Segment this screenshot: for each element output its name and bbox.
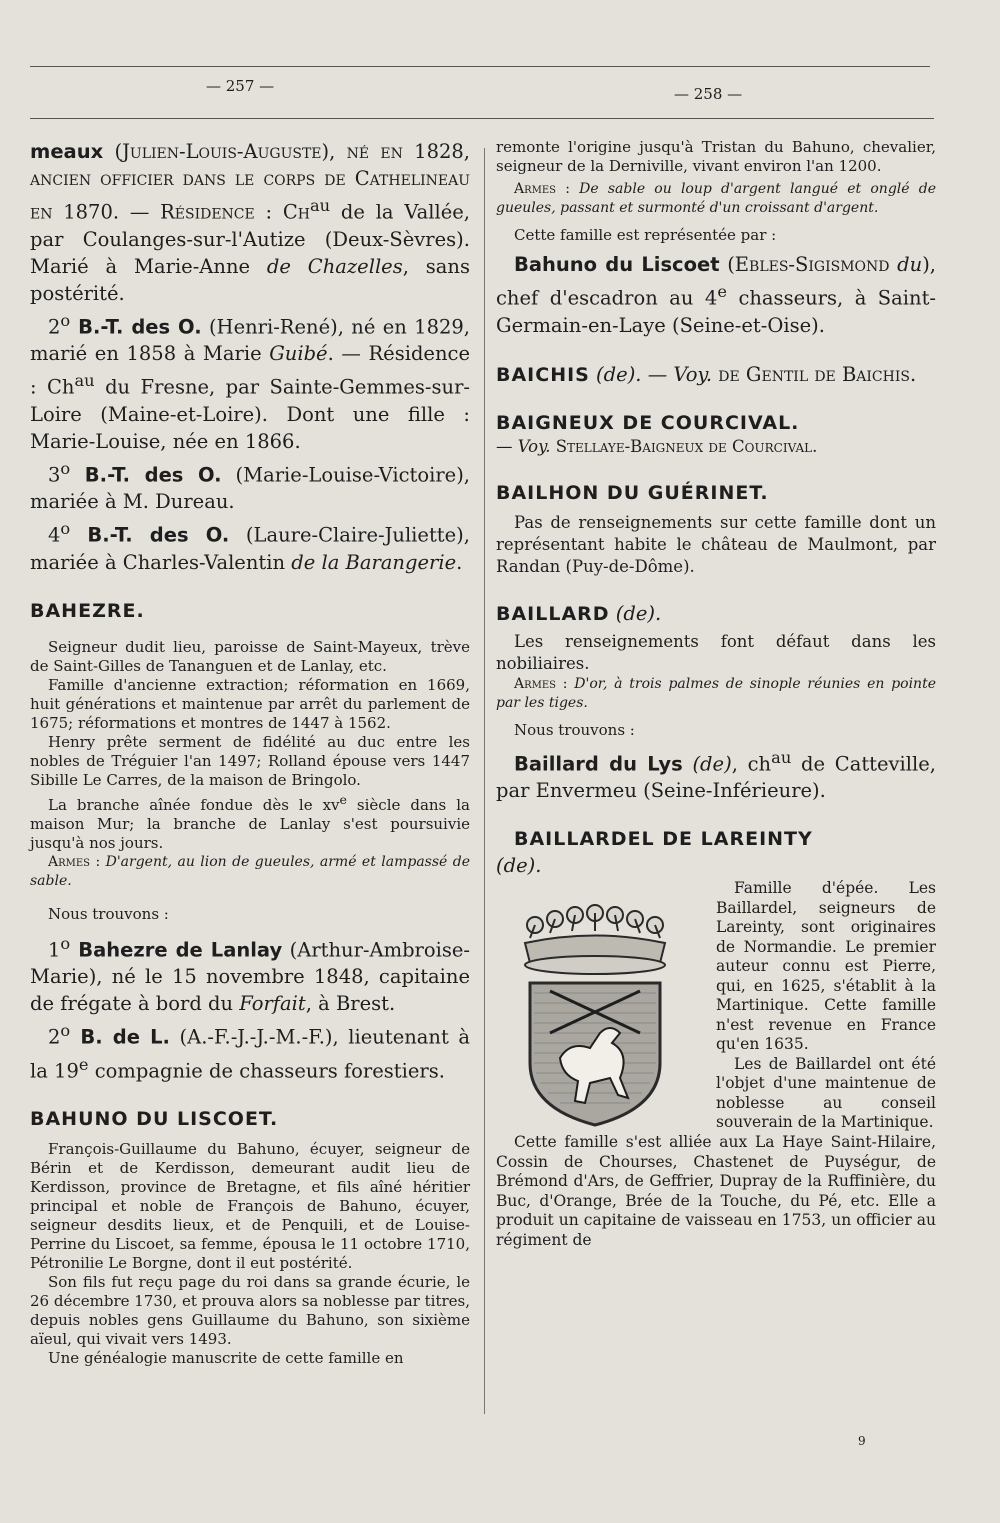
entry-name: B. de L. [70,1025,170,1049]
spacer [30,1132,470,1140]
entry-italic: — Voy. [496,436,551,456]
heading-bailhon: BAILHON DU GUÉRINET. [496,481,769,504]
entry-name: B.-T. des O. [70,315,202,338]
entry-text: , à Brest. [305,992,396,1015]
header-rule [30,118,934,119]
entry-text: chasseurs, à Saint-Germain-en-Laye (Seine-et-Oise). [496,286,937,337]
coat-of-arms [490,883,710,1133]
superscript: e [78,1054,89,1074]
entry-text: (Arthur-Ambroise-Marie), né le 15 novembre 1848, capitaine de frégate à bord du [30,938,470,1015]
spacer [496,713,936,721]
entry-text: (Julien-Louis-Auguste), né en 1828, ancien officier dans le corps de Cathelineau en 1870. — Résidence : Ch [30,140,470,224]
entry-italic: — Voy. [641,362,713,386]
armes-label: Armes : [514,181,580,197]
entry-baichis [496,361,936,388]
entry-bahezre-2 [30,1017,470,1084]
entry-italic: du [897,253,923,276]
bahuno-representee: Cette famille est représentée par : [514,226,777,244]
entry-liscoet [496,251,936,339]
page-number-right: — 258 — [674,85,743,103]
baillard-nous-trouvons: Nous trouvons : [514,720,635,739]
heading-bahuno: BAHUNO DU LISCOET. [30,1108,279,1130]
entry-name: B.-T. des O. [70,523,230,547]
bahezre-paragraph-3: Henry prête serment de fidélité au duc entre les nobles de Tréguier l'an 1497; Rolland épouse vers 1447 Sibille Le Carres, de la maison de Bringolo. [30,732,470,789]
spacer [496,804,936,826]
baillardel-paragraph-1: Famille d'épée. Les Baillardel, seigneurs de Lareinty, sont originaires de Normandie. Le premier auteur connu est Pierre, qui, en 1625, s'établit à la Martinique. Cette famille n'est revenue en France qu'en 1635. [716,879,936,1053]
entry-italic: (de). [609,601,662,625]
spacer [30,891,470,905]
entry-number: 4 [48,523,61,547]
superscript: e [339,791,347,807]
superscript: au [309,196,331,215]
entry-text: , sans postérité. [30,254,470,305]
entry-italic: Forfait [239,992,306,1015]
baillardel-paragraph-3: Cette famille s'est alliée aux La Haye Saint-Hilaire, Cossin de Chourses, Chastenet de Puységur, de Brémond d'Ars, de Geffrier, Dupray de la Ruffinière, du Buc, d'Orange, Brée de la Touche, du Pé, etc. Elle a produit un capitaine de vaisseau en 1753, un officier au régiment de [496,1133,936,1249]
entry-text: (A.-F.-J.-J.-M.-F.), lieutenant à la 19 [30,1025,470,1082]
entry-text: Stellaye-Baigneux de Courcival. [550,436,818,456]
spacer [496,218,936,226]
entry-name: Bahuno du Liscoet [514,253,720,276]
superscript: o [60,310,71,330]
entry-number: 1 [48,938,61,961]
entry-text: (Henri-René), né en 1829, marié en 1858 à Marie [30,315,470,365]
spacer [496,458,936,480]
top-rule [30,66,930,67]
entry-name: B.-T. des O. [70,463,222,486]
bahuno-paragraph-2: Son fils fut reçu page du roi dans sa grande écurie, le 26 décembre 1730, et prouva alors sa noblesse par titres, depuis nobles gens Guillaume du Bahuno, son sixième aïeul, qui vivait vers 1493. [30,1273,470,1348]
entry-text: (Ebles-Sigismond [719,253,898,276]
superscript: o [60,1021,71,1040]
superscript: o [60,458,71,478]
entry-meaux [30,138,470,307]
heading-baichis: BAICHIS [496,363,590,386]
entry-btdeso-2 [30,307,470,455]
entry-btdeso-4 [30,515,470,576]
heading-bahezre: BAHEZRE. [30,599,145,622]
bahuno-continuation: remonte l'origine jusqu'à Tristan du Bahuno, chevalier, seigneur de la Derniville, vivant environ l'an 1200. [496,138,936,175]
entry-italic: (de) [682,752,732,775]
armes-label: Armes : [514,675,575,692]
entry-text: . — Résidence : Ch [30,342,470,399]
spacer [496,388,936,410]
entry-text: de Catteville, par Envermeu (Seine-Inférieure). [496,752,936,802]
entry-text: de Gentil de Baichis. [712,362,917,386]
bahezre-paragraph-1: Seigneur dudit lieu, paroisse de Saint-Mayeux, trève de Saint-Gilles de Tananguen et de Lanlay, etc. [30,637,470,675]
entry-number: 3 [48,463,61,486]
armes-label: Armes : [48,853,106,870]
spacer [496,339,936,361]
entry-baillard-title [496,600,936,627]
bahuno-paragraph-1: François-Guillaume du Bahuno, écuyer, seigneur de Bérin et de Kerdisson, demeurant audit lieu de Kerdisson, province de Bretagne, et fils aîné héritier principal et noble de François de Bahuno, écuyer, seigneur desdits lieux, et de Penquili, et de Louise-Perrine du Liscoet, sa femme, épousa le 11 octobre 1710, Pétronilie Le Borgne, dont il eut postérité. [30,1140,470,1272]
armes-text: D'or, à trois palmes de sinople réunies en pointe par les tiges. [496,675,936,711]
bahezre-paragraph-4 [30,790,470,853]
entry-name: meaux [30,140,104,163]
left-column [30,138,470,1368]
baillardel-paragraph-2: Les de Baillardel ont été l'objet d'une maintenue de noblesse au conseil souverain de la Martinique. [716,1054,936,1131]
entry-text: . [456,550,463,574]
folio-number: 9 [858,1434,866,1448]
entry-text: , ch [731,752,772,775]
entry-name: Baillard du Lys [514,752,683,775]
entry-number: 2 [48,1025,61,1049]
spacer [30,624,470,638]
heading-baillard: BAILLARD [496,602,610,625]
superscript: au [771,747,792,767]
entry-italic: de Chazelles [266,254,403,278]
bailhon-paragraph: Pas de renseignements sur cette famille dont un représentant habite le château de Maulmont, par Randan (Puy-de-Dôme). [496,512,936,576]
entry-text: (Marie-Louise-Victoire), mariée à M. Dureau. [30,463,470,513]
page-number-left: — 257 — [206,77,275,95]
entry-baigneux [496,436,936,458]
entry-italic: Guibé [269,342,328,365]
heading-baigneux: BAIGNEUX DE COURCIVAL. [496,411,800,434]
entry-text: ), chef d'escadron au 4 [496,253,936,310]
armes-text: De sable ou loup d'argent langué et onglé de gueules, passant et surmonté d'un croissant d'argent. [496,181,936,216]
bahuno-paragraph-3: Une généalogie manuscrite de cette famille en [48,1349,404,1367]
spacer [30,1084,470,1106]
superscript: e [717,282,727,301]
entry-bahezre-1 [30,930,470,1018]
armes-text: D'argent, au lion de gueules, armé et lampassé de sable. [30,853,470,889]
entry-text: compagnie de chasseurs forestiers. [88,1059,445,1082]
entry-name: Bahezre de Lanlay [70,938,283,961]
baillard-paragraph: Les renseignements font défaut dans les nobiliaires. [496,631,936,673]
bahezre-nous-trouvons: Nous trouvons : [48,904,169,923]
superscript: au [74,371,95,390]
entry-text: du Fresne, par Sainte-Gemmes-sur-Loire (Maine-et-Loire). Dont une fille : Marie-Louise, née en 1866. [30,375,470,453]
entry-text: de la Vallée, par Coulanges-sur-l'Autize (Deux-Sèvres). Marié à Marie-Anne [30,200,470,278]
entry-text: La branche aînée fondue dès le xv [48,795,340,814]
bahuno-armes [496,180,936,218]
heading-baillardel: BAILLARDEL DE LAREINTY [514,828,813,850]
entry-text: siècle dans la maison Mur; la branche de Lanlay s'est poursuivie jusqu'à nos jours. [30,795,470,852]
baillard-armes [496,675,936,713]
bahezre-paragraph-2: Famille d'ancienne extraction; réformation en 1669, huit générations et maintenue par arrêt du parlement de 1675; réformations et montres de 1447 à 1562. [30,675,470,732]
entry-text: (Laure-Claire-Juliette), mariée à Charles-Valentin [30,523,470,574]
bahezre-armes [30,853,470,891]
entry-italic: de la Barangerie [291,550,457,574]
column-divider [484,148,485,1414]
entry-baillard-du-lys [496,744,936,805]
entry-number: 2 [48,315,61,338]
coat-of-arms-icon [490,883,700,1128]
superscript: o [60,933,71,953]
spacer [30,576,470,598]
superscript: o [60,519,71,538]
spacer [496,578,936,600]
entry-italic: (de). [589,362,642,386]
baillardel-de: (de). [496,854,542,877]
entry-btdeso-3 [30,455,470,516]
right-column [496,138,936,1250]
